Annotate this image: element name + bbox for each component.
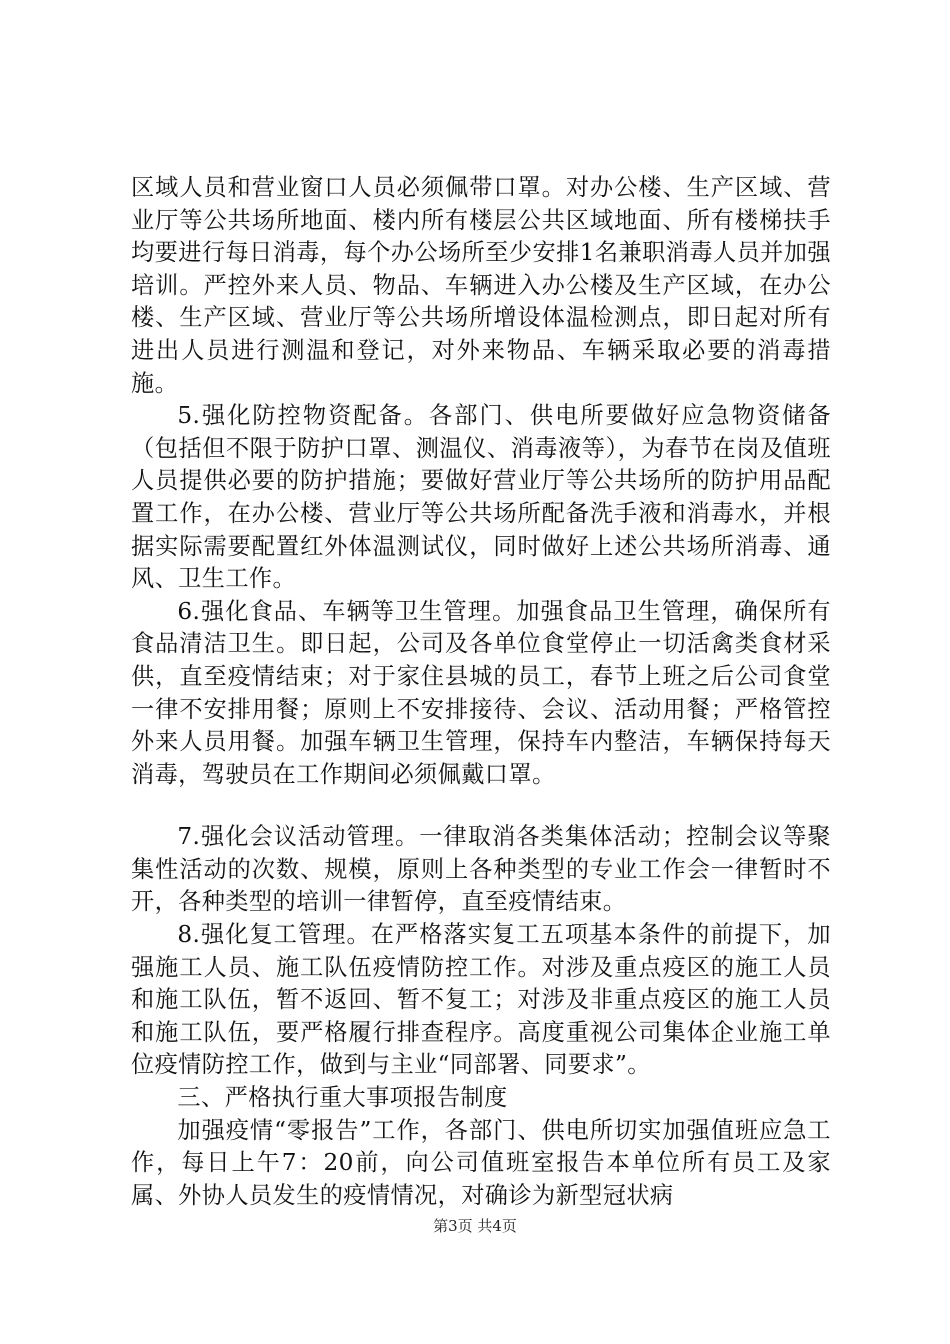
paragraph-item-8: 8.强化复工管理。在严格落实复工五项基本条件的前提下，加强施工人员、施工队伍疫情防控工作。对涉及重点疫区的施工人员和施工队伍，暂不返回、暂不复工；对涉及非重点疫区的施工人员和施工队伍，要严格履行排查程序。高度重视公司集体企业施工单位疫情防控工作，做到与主业“同部署、同要求”。	[131, 921, 831, 1079]
page-footer: 第3页 共4页	[433, 1217, 517, 1235]
document-body	[131, 172, 831, 1212]
paragraph-report: 加强疫情“零报告”工作，各部门、供电所切实加强值班应急工作，每日上午7：20前，向公司值班室报告本单位所有员工及家属、外协人员发生的疫情情况，对确诊为新型冠状病	[131, 1116, 831, 1209]
paragraph-item-5: 5.强化防控物资配备。各部门、供电所要做好应急物资储备（包括但不限于防护口罩、测温仪、消毒液等），为春节在岗及值班人员提供必要的防护措施；要做好营业厅等公共场所的防护用品配置工作，在办公楼、营业厅等公共场所配备洗手液和消毒水，并根据实际需要配置红外体温测试仪，同时做好上述公共场所消毒、通风、卫生工作。	[131, 402, 831, 593]
section-heading-3: 三、严格执行重大事项报告制度	[177, 1084, 508, 1112]
paragraph-item-7: 7.强化会议活动管理。一律取消各类集体活动；控制会议等聚集性活动的次数、规模，原则上各种类型的专业工作会一律暂时不开，各种类型的培训一律暂停，直至疫情结束。	[131, 823, 831, 916]
paragraph-continuation: 区域人员和营业窗口人员必须佩带口罩。对办公楼、生产区域、营业厅等公共场所地面、楼内所有楼层公共区域地面、所有楼梯扶手均要进行每日消毒，每个办公场所至少安排1名兼职消毒人员并加强培训。严控外来人员、物品、车辆进入办公楼及生产区域，在办公楼、生产区域、营业厅等公共场所增设体温检测点，即日起对所有进出人员进行测温和登记，对外来物品、车辆采取必要的消毒措施。	[131, 174, 831, 397]
paragraph-item-6: 6.强化食品、车辆等卫生管理。加强食品卫生管理，确保所有食品清洁卫生。即日起，公司及各单位食堂停止一切活禽类食材采供，直至疫情结束；对于家住县城的员工，春节上班之后公司食堂一律不安排用餐；原则上不安排接待、会议、活动用餐；严格管控外来人员用餐。加强车辆卫生管理，保持车内整洁，车辆保持每天消毒，驾驶员在工作期间必须佩戴口罩。	[131, 597, 831, 788]
